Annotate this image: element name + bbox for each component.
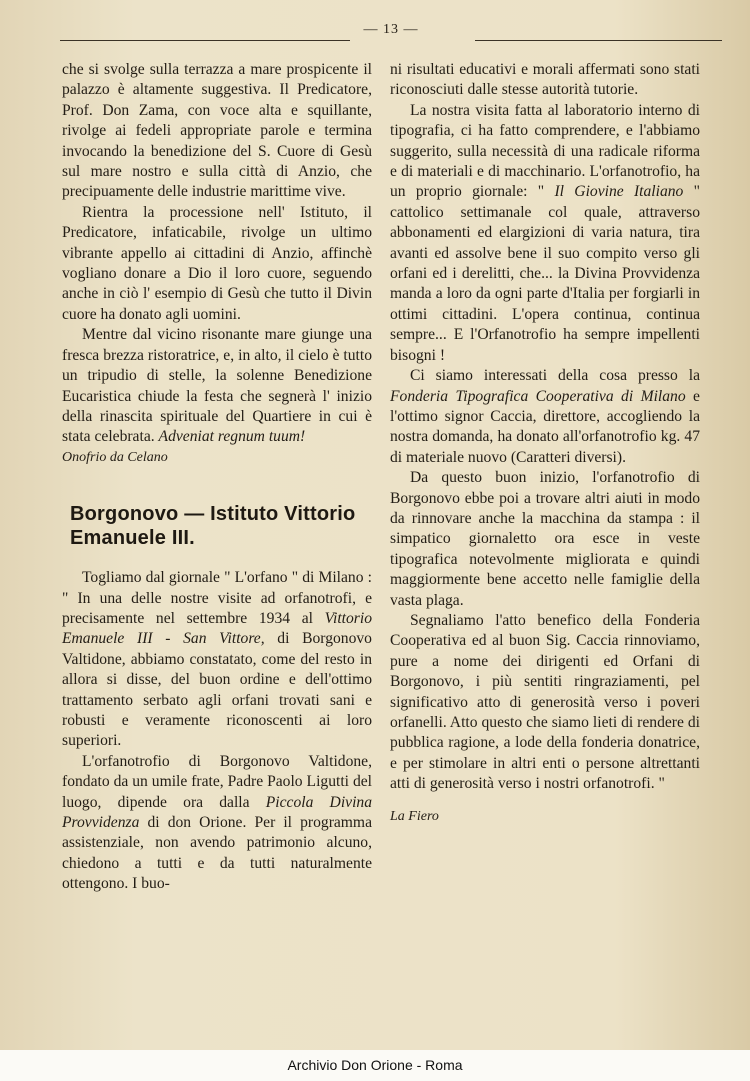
paragraph-orfano-quote [62,568,372,752]
header-rule-left [60,40,350,41]
paragraph-orphanage-history [62,752,372,895]
left-column [62,60,372,895]
page-number: — 13 — [363,22,419,37]
newspaper-name: Il Giovine Italiano [554,183,684,201]
quote-text-a: Togliamo dal giornale " L'orfano " di Milano : " In una delle nostre visite ad orfanotrofi, e precisamente nel settembre 1934 al [62,569,372,627]
visit-text-b: " cattolico settimanale col quale, attraverso abbonamenti ed elargizioni di varia natura, tira avanti ed assolve bene il suo compito verso gli orfani ed i derelitti, che... la Divina Provvidenza manda a loro da ogni parte d'Italia per forgiarli in ottimi cittadini. L'opera continua, continua sempre... E l'Orfanotrofio ha sempre impellenti bisogni ! [390,183,701,364]
paragraph-thanks: Segnaliamo l'atto benefico della Fonderia Cooperativa ed al buon Sig. Caccia rinnoviamo, pure a nome dei dirigenti ed Orfani di Borgonovo, i più sentiti ringraziamenti, pel significativo atto di generosità verso i poveri orfanelli. Atto questo che siamo lieti di rendere di pubblica ragione, a lode della fonderia donatrice, e per stimolare in altri enti o persone altrettanti atti di generosità verso i nostri orfanotrofi. " [390,611,700,793]
paragraph-benediction [62,325,372,447]
paragraph-results: ni risultati educativi e morali affermati sono stati riconosciuti dalle stesse autorità tutorie. [390,61,700,99]
provvidenza-name: Piccola Divina Provvidenza [62,793,373,831]
institute-name: Vittorio Emanuele III - San Vittore, [62,609,372,648]
paragraph-new-press: Da questo buon inizio, l'orfanotrofio di Borgonovo ebbe poi a trovare altri aiuti in modo da rinnovare anche la macchina da stampa : il simpatico giornaletto ora esce in veste tipografica notevolmente migliorata e quindi maggiormente bene accetto nelle famiglie della vasta plaga. [390,469,700,609]
history-text-a: L'orfanotrofio di Borgonovo Valtidone, fondato da un umile frate, Padre Paolo Ligutti del luogo, dipende ora dalla [62,752,372,811]
paragraph-procession: Rientra la processione nell' Istituto, il Predicatore, infaticabile, rivolge un ultimo vibrante appello ai cittadini di Anzio, affinchè vogliano donare a Dio il loro cuore, seguendo anche in ciò l' esempio di Gesù che tutto il Divin cuore ha donato agli uomini. [62,203,372,323]
benediction-text: Mentre dal vicino risonante mare giunge una fresca brezza ristoratrice, e, in alto, il cielo è tutto un tripudio di stelle, la solenne Benedizione Eucaristica chiude la festa che segnerà l' inizio della rinascita spirituale del Quartiere in cui è stata celebrata. [62,326,372,446]
header-rule-right [475,40,722,41]
latin-phrase: Adveniat regnum tuum! [158,428,306,446]
archive-footer: Archivio Don Orione - Roma [287,1057,463,1073]
signature-la-fiero: La Fiero [390,808,439,824]
paragraph-fonderia [390,366,700,468]
visit-text-a: La nostra visita fatta al laboratorio interno di tipografia, ci ha fatto comprendere, e l'abbiamo suggerito, sulla necessità di una radicale riforma e di materiali e di macchinario. L'orfanotrofio, ha un proprio giornale: " [390,101,700,201]
page-header [60,14,722,38]
article-title: Borgonovo — Istituto Vittorio Emanuele III. [70,503,356,550]
signature-onofrio: Onofrio da Celano [62,449,168,465]
quote-text-b: di Borgonovo Valtidone, abbiamo constatato, come del resto in allora si disse, del buon ordine e dell'ottimo trattamento serbato agli orfani trovati sani e robusti e veramente riconoscenti ai loro superiori. [62,630,372,750]
fonderia-text-b: e l'ottimo signor Caccia, direttore, accogliendo la nostra domanda, ha donato all'orfanotrofio kg. 47 di materiale nuovo (Caratteri diversi). [390,387,700,466]
paragraph-intro: che si svolge sulla terrazza a mare prospicente il palazzo è altamente suggestiva. Il Predicatore, Prof. Don Zama, con voce alta e squillante, rivolge ai fedeli appropriate parole e termina invocando la benedizione del S. Cuore di Gesù sul mare nostro e sulla città di Anzio, che precipuamente delle industrie marittime vive. [62,61,372,201]
history-text-b: di don Orione. Per il programma assistenziale, non avendo patrimonio alcuno, chiedono a tutti e da tutti naturalmente ottengono. I buo- [62,814,372,893]
paragraph-typography-visit [390,101,700,366]
fonderia-text-a: Ci siamo interessati della cosa presso la [410,367,700,385]
right-column [390,60,700,827]
fonderia-name: Fonderia Tipografica Cooperativa di Milano [390,387,686,405]
